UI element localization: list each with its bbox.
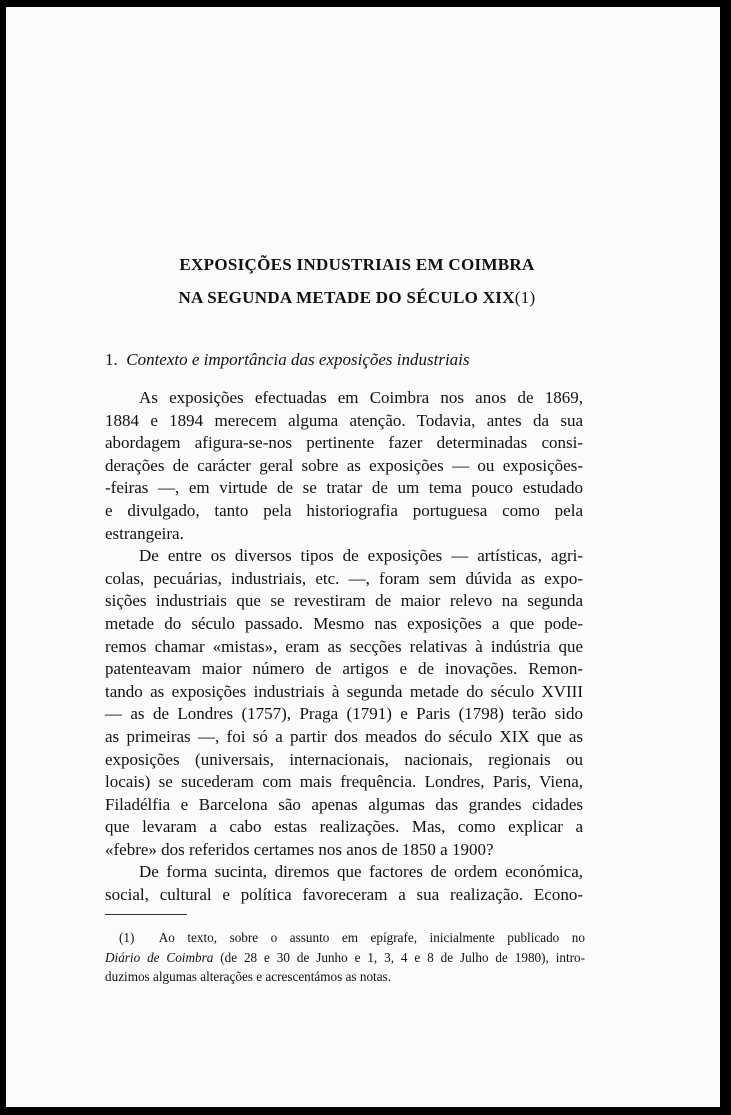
footnote-text-2: (de 28 e 30 de Junho e 1, 3, 4 e 8 de Julho de 1980), intro- <box>220 949 586 965</box>
paragraph-line: derações de carácter geral sobre as exposições — ou exposições- <box>105 455 583 475</box>
paragraph-line: De forma sucinta, diremos que factores de ordem económica, <box>139 862 583 882</box>
footnote-line-1 <box>105 928 585 948</box>
paragraph-line: De entre os diversos tipos de exposições — artísticas, agri- <box>139 546 583 566</box>
title-line-2 <box>6 288 714 308</box>
paragraph-line: locais) se sucederam com mais frequência. Londres, Paris, Viena, <box>105 772 583 792</box>
paragraph-line: e divulgado, tanto pela historiografia portuguesa como pela <box>105 500 583 520</box>
footnote-publication: Diário de Coimbra <box>105 949 214 965</box>
footnote-text-1: Ao texto, sobre o assunto em epígrafe, inicialmente publicado no <box>158 930 585 945</box>
paragraph-line: estrangeira. <box>105 523 184 543</box>
paragraph-line: tando as exposições industriais à segunda metade do século XVIII <box>105 681 583 701</box>
paragraph-line: As exposições efectuadas em Coimbra nos anos de 1869, <box>139 388 583 407</box>
section-number: 1. <box>105 350 118 369</box>
title-line-1: EXPOSIÇÕES INDUSTRIAIS EM COIMBRA <box>179 255 535 274</box>
footnote-marker: (1) <box>119 930 135 945</box>
paragraph-line: remos chamar «mistas», eram as secções relativas à indústria que <box>105 636 583 656</box>
paragraph-line: as primeiras —, foi só a partir dos meados do século XIX que as <box>105 726 583 746</box>
document-page <box>6 7 720 1107</box>
paragraph-line: sições industriais que se revestiram de maior relevo na segunda <box>105 591 583 611</box>
footnote-line-2 <box>105 948 585 968</box>
paragraph-line: metade do século passado. Mesmo nas exposições a que pode- <box>105 613 583 633</box>
section-title: Contexto e importância das exposições industriais <box>126 350 470 369</box>
section-heading <box>105 350 470 370</box>
paragraph-line: abordagem afigura-se-nos pertinente fazer determinadas consi- <box>105 433 583 453</box>
paragraph-line: — as de Londres (1757), Praga (1791) e Paris (1798) terão sido <box>105 704 583 724</box>
paragraph-line: que levaram a cabo estas realizações. Mas, como explicar a <box>105 817 583 837</box>
footnote-line-3: duzimos algumas alterações e acrescentámos as notas. <box>105 969 391 984</box>
paragraph-line: -feiras —, em virtude de se tratar de um tema pouco estudado <box>105 478 583 498</box>
footnote-divider <box>105 914 187 915</box>
paragraph-line: Filadélfia e Barcelona são apenas algumas das grandes cidades <box>105 794 583 814</box>
paragraph-line: colas, pecuárias, industriais, etc. —, foram sem dúvida as expo- <box>105 568 583 588</box>
title-line-2-text: NA SEGUNDA METADE DO SÉCULO XIX <box>178 288 515 307</box>
paragraph-line: patenteavam maior número de artigos e de inovações. Remon- <box>105 659 583 679</box>
paragraph-line: «febre» dos referidos certames nos anos de 1850 a 1900? <box>105 839 494 859</box>
footnote <box>105 928 585 987</box>
title-footnote-marker: (1) <box>514 288 536 307</box>
body-text <box>105 387 583 907</box>
paragraph-line: exposições (universais, internacionais, nacionais, regionais ou <box>105 749 583 769</box>
paragraph-line: 1884 e 1894 merecem alguma atenção. Todavia, antes da sua <box>105 410 583 430</box>
paragraph-line: social, cultural e política favoreceram a sua realização. Econo- <box>105 885 583 905</box>
